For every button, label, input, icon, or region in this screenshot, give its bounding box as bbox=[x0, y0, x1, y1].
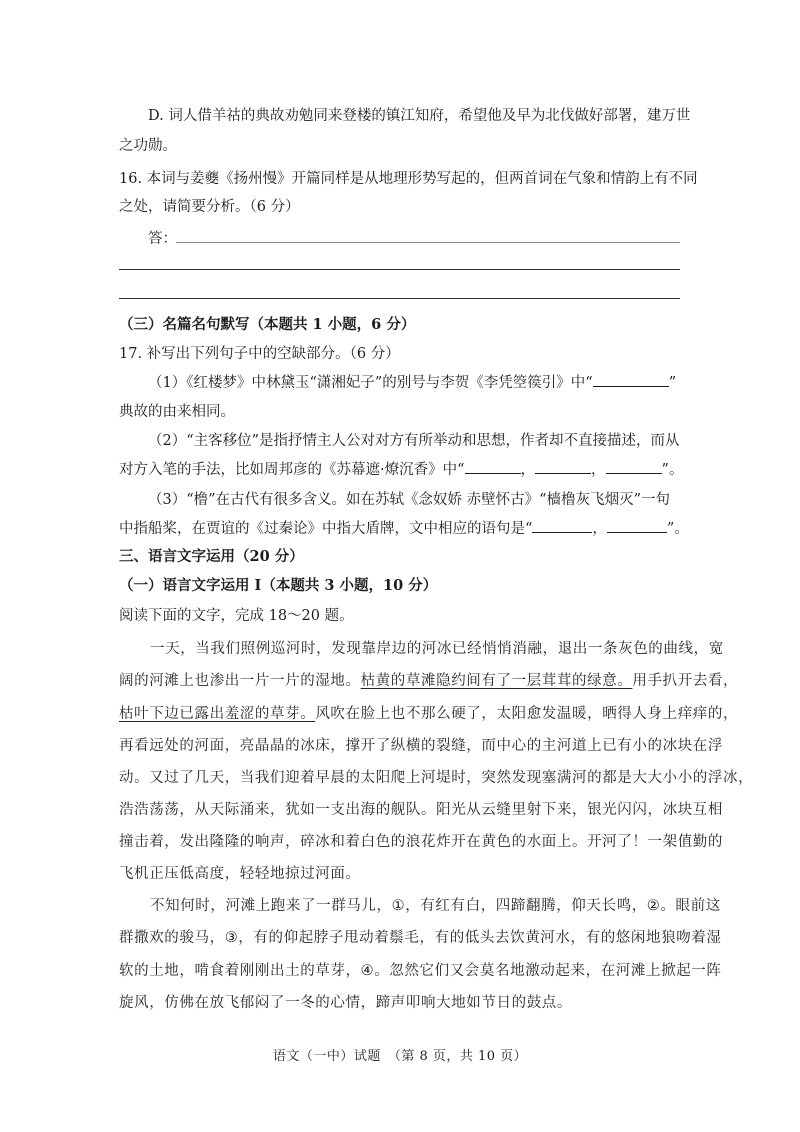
passage-p1-line7: 撞击着，发出隆隆的响声，碎冰和着白色的浪花炸开在黄色的水面上。开河了！一架值勤的 bbox=[119, 834, 723, 850]
q17-item1-text: （1）《红楼梦》中林黛玉“潇湘妃子”的别号与李贺《李凭箜篌引》中“ bbox=[148, 375, 593, 391]
q16-answer-label: 答： bbox=[148, 231, 177, 247]
q17-item1-line2: 典故的由来相同。 bbox=[119, 404, 235, 420]
fill-blank[interactable] bbox=[532, 518, 592, 533]
passage-p1-line3 bbox=[119, 703, 739, 725]
subsection-1-title: （一）语言文字运用 Ⅰ（本题共 3 小题，10 分） bbox=[119, 577, 438, 594]
q16-stem-line1: 16. 本词与姜夔《扬州慢》开篇同样是从地理形势写起的，但两首词在气象和情韵上有不同 bbox=[119, 171, 698, 187]
fill-blank[interactable] bbox=[535, 459, 591, 474]
comma: ， bbox=[592, 521, 607, 537]
answer-line-1[interactable] bbox=[176, 242, 680, 243]
q17-item3-close: ”。 bbox=[666, 521, 689, 537]
passage-p1-line8: 飞机正压低高度，轻轻地掠过河面。 bbox=[119, 866, 361, 882]
q17-item1-close-quote: ” bbox=[668, 375, 677, 391]
q17-item3-text: 中指船桨，在贾谊的《过秦论》中指大盾牌，文中相应的语句是“ bbox=[119, 521, 533, 537]
passage-p2-line1: 不知何时，河滩上跑来了一群马儿，①，有红有白，四蹄翻腾，仰天长鸣，②。眼前这 bbox=[150, 898, 721, 914]
underlined-sentence: 枯叶下边已露出羞涩的草芽。 bbox=[119, 706, 316, 722]
passage-p2-line2: 群撒欢的骏马，③，有的仰起脖子甩动着鬃毛，有的低头去饮黄河水，有的悠闲地狼吻着湿 bbox=[119, 930, 722, 946]
comma: ， bbox=[591, 462, 606, 478]
passage-p2-line4: 旋风，仿佛在放飞郁闷了一冬的心情，蹄声叩响大地如节日的鼓点。 bbox=[119, 995, 572, 1011]
q17-item2-line2 bbox=[119, 459, 684, 481]
section-3-title: （三）名篇名句默写（本题共 1 小题，6 分） bbox=[119, 316, 416, 333]
passage-p1-line1: 一天，当我们照例巡河时，发现靠岸边的河冰已经悄悄消融，退出一条灰色的曲线，宽 bbox=[150, 641, 724, 657]
passage-text: 阔的河滩上也渗出一片一片的湿地。 bbox=[119, 673, 361, 689]
q17-item3-line2 bbox=[119, 518, 689, 540]
fill-blank[interactable] bbox=[607, 518, 667, 533]
comma: ， bbox=[520, 462, 536, 478]
answer-line-3[interactable] bbox=[119, 298, 680, 299]
passage-p2-line3: 软的土地，啃食着刚刚出土的草芽，④。忽然它们又会莫名地激动起来，在河滩上掀起一阵 bbox=[119, 963, 722, 979]
passage-p1-line2 bbox=[119, 670, 739, 692]
underlined-sentence: 枯黄的草滩隐约间有了一层茸茸的绿意。 bbox=[360, 673, 633, 689]
q17-item2-text: 对方入笔的手法，比如周邦彦的《苏幕遮·燎沉香》中“ bbox=[119, 462, 465, 478]
passage-p1-line4: 再看远处的河面，亮晶晶的冰床，撑开了纵横的裂缝，而中心的主河道上已有小的冰块在浮 bbox=[119, 738, 723, 754]
answer-line-2[interactable] bbox=[119, 269, 680, 270]
passage-p1-line5: 动。又过了几天，当我们迎着早晨的太阳爬上河堤时，突然发现塞满河的都是大大小小的浮冰， bbox=[119, 770, 754, 786]
passage-text: 风吹在脸上也不那么硬了，太阳愈发温暖，晒得人身上痒痒的， bbox=[315, 706, 739, 722]
q15-option-d-line1: D. 词人借羊祜的典故劝勉同来登楼的镇江知府，希望他及早为北伐做好部署，建万世 bbox=[148, 108, 691, 124]
part-3-title: 三、语言文字运用（20 分） bbox=[119, 548, 304, 565]
q17-stem: 17. 补写出下列句子中的空缺部分。（6 分） bbox=[119, 346, 400, 362]
q17-item2-line1: （2）“主客移位”是指抒情主人公对对方有所举动和思想，作者却不直接描述，而从 bbox=[148, 433, 680, 449]
q17-item3-line1: （3）“橹”在古代有很多含义。如在苏轼《念奴娇 赤壁怀古》“樯橹灰飞烟灭”一句 bbox=[148, 492, 670, 508]
fill-blank[interactable] bbox=[593, 372, 669, 387]
passage-text: 用手扒开去看， bbox=[632, 673, 739, 689]
fill-blank[interactable] bbox=[606, 459, 662, 474]
q15-option-d-line2: 之功勋。 bbox=[119, 138, 177, 154]
q16-stem-line2: 之处，请简要分析。（6 分） bbox=[119, 199, 300, 215]
passage-p1-line6: 浩浩荡荡，从天际涌来，犹如一支出海的舰队。阳光从云缝里射下来，银光闪闪，冰块互相 bbox=[119, 802, 723, 818]
q17-item2-close: ”。 bbox=[661, 462, 684, 478]
reading-instruction: 阅读下面的文字，完成 18～20 题。 bbox=[119, 608, 354, 624]
fill-blank[interactable] bbox=[465, 459, 521, 474]
page-footer: 语文（一中）试题 （第 8 页，共 10 页） bbox=[272, 1049, 528, 1064]
q17-item1-line1 bbox=[148, 372, 681, 394]
